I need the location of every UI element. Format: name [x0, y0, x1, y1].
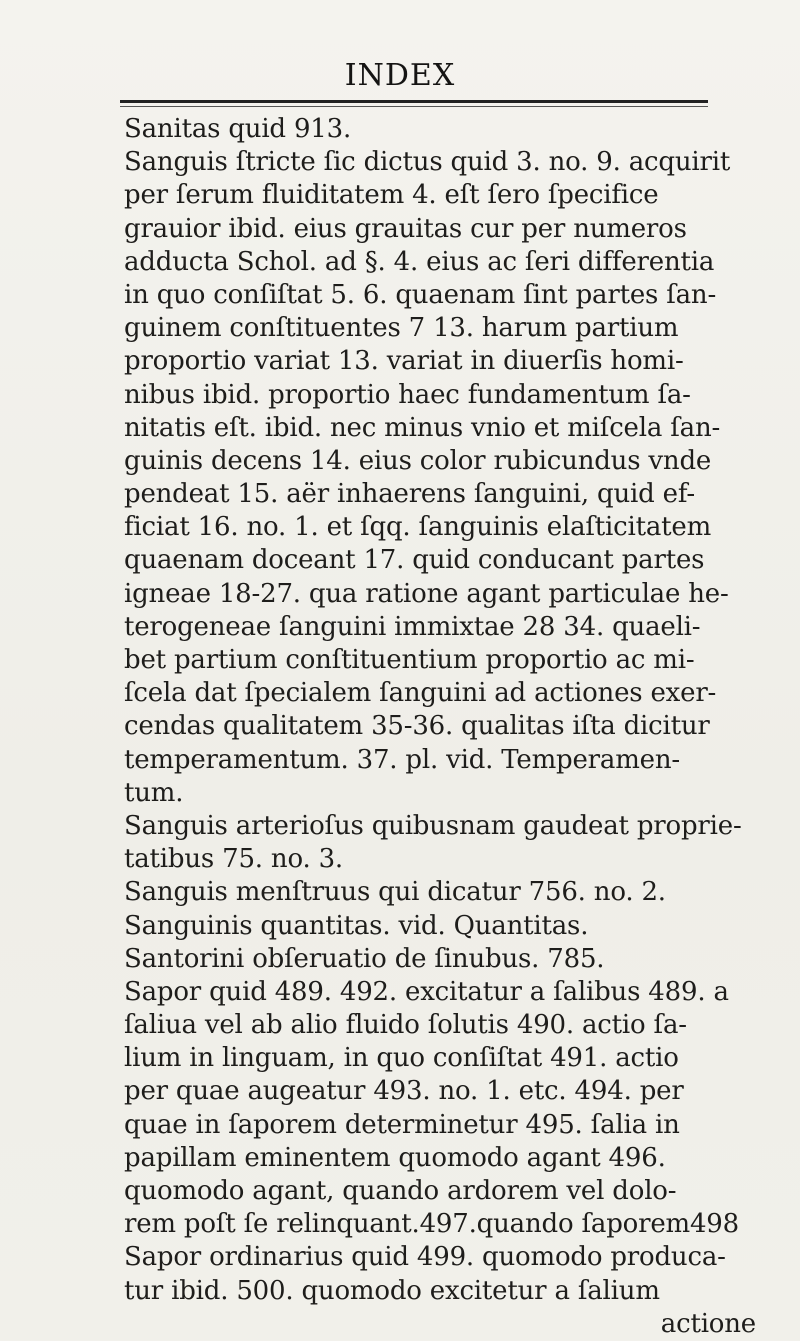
entry-line: lium in linguam, in quo conſiſtat 491. actio [124, 1043, 679, 1074]
entry-line: guinem conſtituentes 7 13. harum partium [124, 313, 679, 344]
page-title: INDEX [344, 58, 456, 93]
entry-line: tur ibid. 500. quomodo excitetur a ſalium [124, 1275, 660, 1306]
entry-line: nibus ibid. proportio haec fundamentum ſa- [124, 379, 691, 410]
index-entry-sanguis [124, 146, 784, 810]
entry-line: ſaliua vel ab alio fluido ſolutis 490. actio ſa- [124, 1010, 687, 1041]
index-entry-sanguinis-quantitas [124, 910, 784, 943]
entry-line: pendeat 15. aër inhaerens ſanguini, quid ef- [124, 479, 695, 510]
entry-line: bet partium conſtituentium proportio ac mi- [124, 645, 695, 675]
entry-line: tum. [124, 777, 184, 808]
entry-line: per ſerum fluiditatem 4. eſt ſero ſpecifice [124, 180, 659, 211]
header-rule-thin [120, 106, 708, 107]
entry-line: Sanguinis quantitas. vid. Quantitas. [124, 910, 589, 941]
entry-line: tatibus 75. no. 3. [124, 844, 343, 875]
index-entry-sanitas [124, 113, 784, 146]
index-entry-sapor [124, 976, 784, 1308]
entry-line: Sanguis ſtricte ſic dictus quid 3. no. 9. acquirit [124, 147, 731, 178]
entry-line: cendas qualitatem 35-36. qualitas iſta dicitur [124, 711, 710, 742]
entry-line: adducta Schol. ad §. 4. eius ac ſeri differentia [124, 246, 715, 277]
entry-line: papillam eminentem quomodo agant 496. [124, 1142, 666, 1173]
entry-line: Sanguis arterioſus quibusnam gaudeat proprie- [124, 810, 742, 841]
entry-line: Sapor quid 489. 492. excitatur a ſalibus 489. a [124, 976, 729, 1007]
entry-line: proportio variat 13. variat in diuerſis homi- [124, 346, 684, 377]
entry-line: quomodo agant, quando ardorem vel dolo- [124, 1176, 677, 1206]
entry-line: nitatis eſt. ibid. nec minus vnio et miſcela ſan- [124, 412, 721, 443]
entry-line: igneae 18-27. qua ratione agant particulae he- [124, 578, 729, 609]
entry-line: per quae augeatur 493. no. 1. etc. 494. per [124, 1076, 684, 1107]
index-entry-santorini [124, 943, 784, 976]
index-entry-sanguis-arteriosus [124, 810, 784, 876]
entry-line: guinis decens 14. eius color rubicundus vnde [124, 445, 712, 476]
entry-line: ficiat 16. no. 1. et ſqq. ſanguinis elaſticitatem [124, 512, 712, 543]
entry-line: terogeneae ſanguini immixtae 28 34. quaeli- [124, 611, 701, 642]
entry-line: Sanguis menſtruus qui dicatur 756. no. 2. [124, 877, 666, 908]
entry-line: Sanitas quid 913. [124, 114, 352, 144]
entry-line: quae in ſaporem determinetur 495. ſalia in [124, 1109, 680, 1140]
catchword: actione [660, 1308, 756, 1339]
entry-line: Santorini obſeruatio de ſinubus. 785. [124, 943, 605, 974]
entry-line: rem poſt ſe relinquant.497.quando ſaporem498 [124, 1209, 739, 1240]
entry-line: Sapor ordinarius quid 499. quomodo produca- [124, 1242, 726, 1273]
header-rule [120, 100, 708, 103]
entry-line: temperamentum. 37. pl. vid. Temperamen- [124, 744, 680, 775]
index-entry-sanguis-menstruus [124, 876, 784, 909]
entry-line: in quo conſiſtat 5. 6. quaenam ſint partes ſan- [124, 279, 717, 310]
index-entries [124, 113, 784, 1341]
entry-line: quaenam doceant 17. quid conducant partes [124, 545, 705, 576]
entry-line: grauior ibid. eius grauitas cur per numeros [124, 213, 687, 244]
entry-line: ſcela dat ſpecialem ſanguini ad actiones exer- [124, 678, 717, 709]
